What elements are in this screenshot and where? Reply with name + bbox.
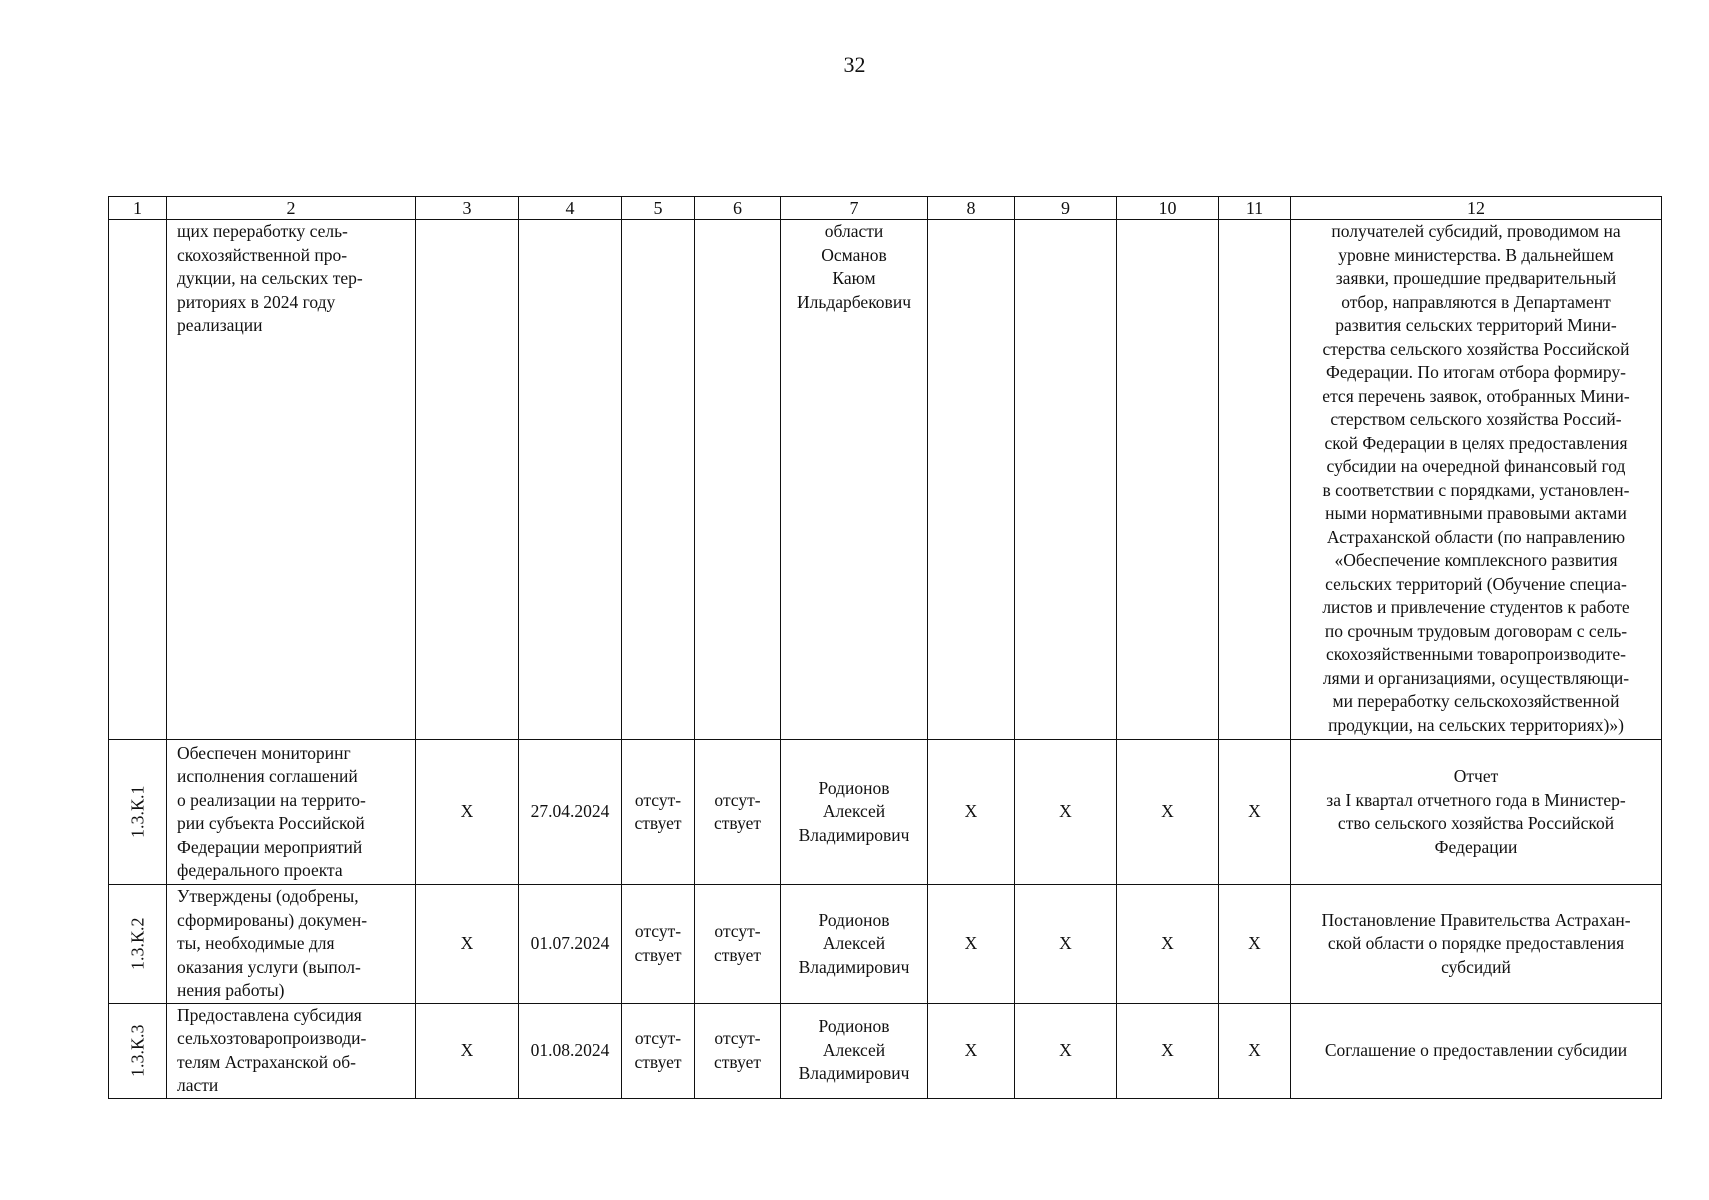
row-col3: X	[416, 1003, 519, 1098]
row-code-cell	[109, 885, 167, 1004]
row-col10: X	[1117, 1003, 1219, 1098]
cell-empty	[928, 220, 1015, 740]
cell-empty	[695, 220, 781, 740]
row-col8: X	[928, 885, 1015, 1004]
row-date: 01.08.2024	[519, 1003, 622, 1098]
header-col-11: 11	[1219, 197, 1291, 220]
row-col10: X	[1117, 740, 1219, 885]
row-col11: X	[1219, 885, 1291, 1004]
cell-empty	[519, 220, 622, 740]
row-description: Утверждены (одобрены, сформированы) докумен- ты, необходимые для оказания услуги (выпол- нения работы)	[167, 885, 416, 1004]
header-col-8: 8	[928, 197, 1015, 220]
continuation-result: получателей субсидий, проводимом на уровне министерства. В дальнейшем заявки, прошедшие предварительный отбор, направляются в Департамент развития сельских территорий Мини- стерства сельского хозяйства Российской Федерации. По итогам отбора формиру- ется перечень заявок, отобранных Мини- стерством сельского хозяйства Россий- ской Федерации в целях предоставления субсидии на очередной финансовый год в соответствии с порядками, установлен- ными нормативными правовыми актами Астраханской области (по направлению «Обеспечение комплексного развития сельских территорий (Обучение специа- листов и привлечение студентов к работе по срочным трудовым договорам с сель- скохозяйственными товаропроизводите- лями и организациями, осуществляющи- ми переработку сельскохозяйственной продукции, на сельских территориях)»)	[1291, 220, 1662, 740]
cell-empty	[1015, 220, 1117, 740]
cell-empty	[1117, 220, 1219, 740]
row-description: Предоставлена субсидия сельхозтоваропроизводи- телям Астраханской об- ласти	[167, 1003, 416, 1098]
continuation-row	[109, 220, 1662, 740]
row-result: Отчет за I квартал отчетного года в Министер- ство сельского хозяйства Российской Федерации	[1291, 740, 1662, 885]
header-col-12: 12	[1291, 197, 1662, 220]
table-row	[109, 885, 1662, 1004]
row-col8: X	[928, 740, 1015, 885]
row-col6: отсут- ствует	[695, 885, 781, 1004]
row-code: 1.3.К.2	[127, 917, 148, 971]
row-description: Обеспечен мониторинг исполнения соглашений о реализации на террито- рии субъекта Российской Федерации мероприятий федерального проекта	[167, 740, 416, 885]
header-col-1: 1	[109, 197, 167, 220]
row-col5: отсут- ствует	[622, 740, 695, 885]
row-result: Постановление Правительства Астрахан- ской области о порядке предоставления субсидий	[1291, 885, 1662, 1004]
header-col-2: 2	[167, 197, 416, 220]
row-responsible: Родионов Алексей Владимирович	[781, 885, 928, 1004]
page-number: 32	[843, 52, 866, 77]
header-col-5: 5	[622, 197, 695, 220]
row-col5: отсут- ствует	[622, 1003, 695, 1098]
header-row	[109, 197, 1662, 220]
table-row	[109, 740, 1662, 885]
cell-empty	[622, 220, 695, 740]
header-col-6: 6	[695, 197, 781, 220]
row-col8: X	[928, 1003, 1015, 1098]
row-result: Соглашение о предоставлении субсидии	[1291, 1003, 1662, 1098]
table-row	[109, 1003, 1662, 1098]
cell-empty	[109, 220, 167, 740]
row-col9: X	[1015, 885, 1117, 1004]
row-code: 1.3.К.3	[127, 1024, 148, 1077]
row-col3: X	[416, 740, 519, 885]
row-date: 01.07.2024	[519, 885, 622, 1004]
row-col5: отсут- ствует	[622, 885, 695, 1004]
plan-table	[108, 196, 1662, 1099]
row-col11: X	[1219, 740, 1291, 885]
row-col9: X	[1015, 740, 1117, 885]
continuation-description: щих переработку сель- скохозяйственной про- дукции, на сельских тер- риториях в 2024 году реализации	[167, 220, 416, 740]
row-code: 1.3.К.1	[127, 785, 148, 839]
header-col-3: 3	[416, 197, 519, 220]
row-code-cell	[109, 1003, 167, 1098]
row-col6: отсут- ствует	[695, 740, 781, 885]
header-col-9: 9	[1015, 197, 1117, 220]
header-col-7: 7	[781, 197, 928, 220]
cell-empty	[1219, 220, 1291, 740]
row-date: 27.04.2024	[519, 740, 622, 885]
header-col-10: 10	[1117, 197, 1219, 220]
row-code-cell	[109, 740, 167, 885]
row-responsible: Родионов Алексей Владимирович	[781, 740, 928, 885]
row-col3: X	[416, 885, 519, 1004]
row-col9: X	[1015, 1003, 1117, 1098]
row-col10: X	[1117, 885, 1219, 1004]
header-col-4: 4	[519, 197, 622, 220]
cell-empty	[416, 220, 519, 740]
continuation-responsible: области Османов Каюм Ильдарбекович	[781, 220, 928, 740]
row-col11: X	[1219, 1003, 1291, 1098]
row-col6: отсут- ствует	[695, 1003, 781, 1098]
row-responsible: Родионов Алексей Владимирович	[781, 1003, 928, 1098]
